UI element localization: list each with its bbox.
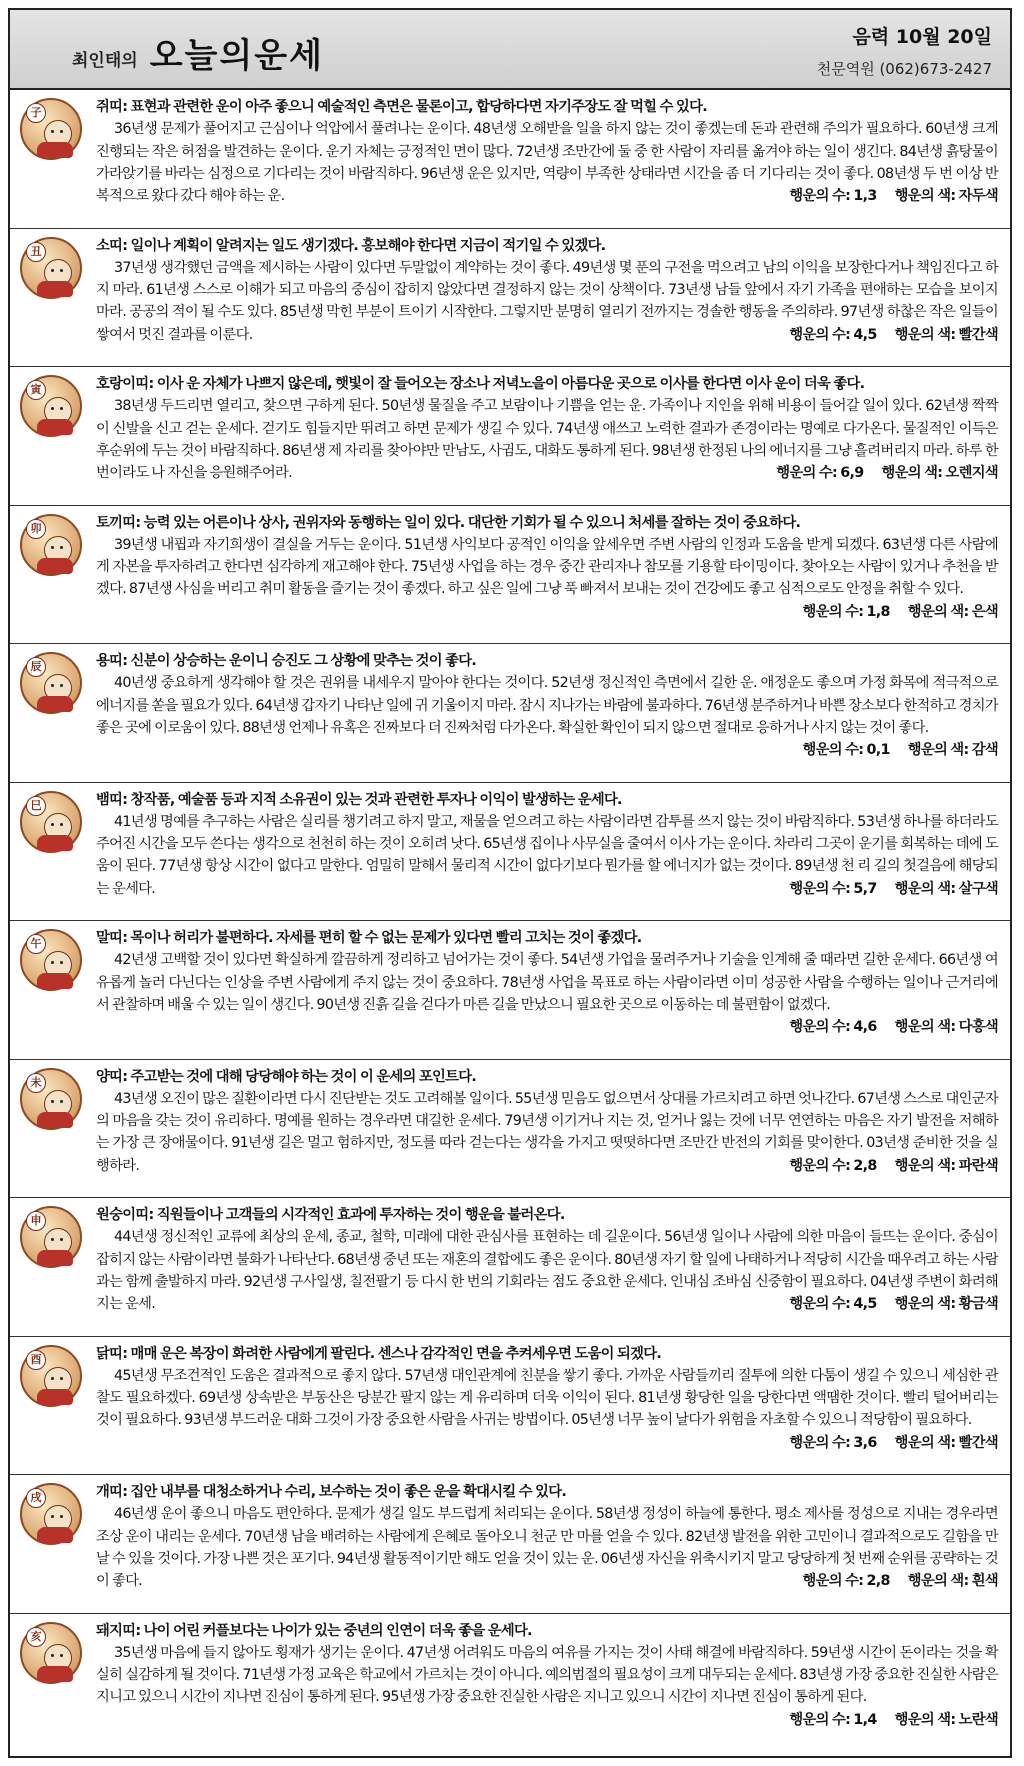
- fortune-text: 37년생 생각했던 금액을 제시하는 사람이 있다면 두말없이 계약하는 것이 좋다. 49년생 몇 푼의 구전을 먹으려고 남의 이익을 보장한다거나 책임진다고 하지 마라. 61년생 스스로 이해가 되고 마음의 중심이 잡히지 않았다면 결정하지 않는 것이 상책이다. 73년생 남들 앞에서 자기 가족을 편애하는 모습을 보이지 마라. 공공의 적이 될 수도 있다. 85년생 막힌 부분이 트이기 시작한다. 그렇지만 분명히 열리기 전까지는 경솔한 행동을 주의하라. 97년생 하찮은 작은 일들이 쌓여서 멋진 결과를 이룬다.: [96, 259, 998, 343]
- zodiac-animal-icon: [20, 1206, 82, 1268]
- lucky-number: 행운의 수: 1,3: [789, 188, 877, 205]
- zodiac-animal-icon: [20, 375, 82, 437]
- fortune-content: [96, 1066, 998, 1177]
- fortune-entry: [10, 1475, 1010, 1614]
- animal-body-icon: [37, 835, 73, 851]
- animal-body-icon: [37, 973, 73, 989]
- zodiac-character: 申: [26, 1211, 46, 1231]
- fortune-content: [96, 512, 998, 623]
- zodiac-character: 卯: [26, 519, 46, 539]
- lucky-info: [753, 1432, 998, 1454]
- lucky-number: 행운의 수: 0,1: [802, 742, 890, 759]
- fortune-text: 43년생 오진이 많은 질환이라면 다시 진단받는 것도 고려해볼 일이다. 55년생 믿음도 없으면서 상대를 가르치려고 하면 엇나간다. 67년생 스스로 대인군자의 마음을 갖는 것이 유리하다. 명예를 원하는 경우라면 대길한 운세다. 79년생 이기거나 지는 것, 얻거나 잃는 것에 너무 연연하는 마음은 자기 발전을 저해하는 가장 큰 장애물이다. 91년생 길은 멀고 험하지만, 정도를 따라 걷는다는 생각을 가지고 떳떳하다면 조만간 반전의 기회를 맞이한다. 03년생 준비한 것을 실행하라.: [96, 1090, 998, 1174]
- fortune-entry: [10, 783, 1010, 922]
- animal-body-icon: [37, 558, 73, 574]
- lucky-color: 행운의 색: 흰색: [907, 1573, 998, 1590]
- lucky-color: 행운의 색: 살구색: [894, 880, 998, 897]
- lucky-number: 행운의 수: 1,8: [802, 603, 890, 620]
- header: [10, 10, 1010, 90]
- fortune-text: 39년생 내핍과 자기희생이 결실을 거두는 운이다. 51년생 사익보다 공적인 이익을 앞세우면 주변 사람의 인정과 도움을 받게 되겠다. 63년생 다른 사람에게 자본을 투자하려고 한다면 심각하게 재고해야 한다. 75년생 사업을 하는 경우 중간 관리자나 참모를 기용할 타이밍이다. 찾아오는 사람이 있거나 추천을 받겠다. 87년생 사심을 버리고 취미 활동을 즐기는 것이 좋겠다. 하고 싶은 일에 그냥 푹 빠져서 보내는 것이 건강에도 좋고 심적으로도 안정을 취할 수 있다.: [96, 536, 998, 598]
- fortune-text: 35년생 마음에 들지 않아도 횡재가 생기는 운이다. 47년생 어려워도 마음의 여유를 가지는 것이 사태 해결에 바람직하다. 59년생 시간이 돈이라는 것을 확실히 실감하게 될 것이다. 71년생 가정 교육은 학교에서 가르치는 것이 아니다. 예의범절의 필요성이 크게 대두되는 운세다. 83년생 가장 중요한 진실한 사람은 지니고 있으니 시간이 지나면 진심이 통하게 된다. 95년생 가장 중요한 진실한 사람은 지니고 있으니 시간이 지나면 진심이 통하게 된다.: [96, 1644, 998, 1706]
- fortune-headline: 개띠: 집안 내부를 대청소하거나 수리, 보수하는 것이 좋은 운을 확대시킬 수 있다.: [96, 1484, 567, 1500]
- lucky-number: 행운의 수: 3,6: [789, 1434, 877, 1451]
- zodiac-character: 亥: [26, 1627, 46, 1647]
- fortune-body: [96, 949, 998, 1036]
- lucky-info: [740, 462, 998, 484]
- lucky-color: 행운의 색: 파란색: [894, 1157, 998, 1174]
- zodiac-character: 戌: [26, 1488, 46, 1508]
- fortune-content: [96, 789, 998, 900]
- fortune-content: [96, 927, 998, 1038]
- lucky-color: 행운의 색: 오렌지색: [881, 465, 998, 482]
- zodiac-animal-icon: [20, 98, 82, 160]
- fortune-content: [96, 1481, 998, 1592]
- lucky-info: [753, 185, 998, 207]
- fortune-text: 46년생 운이 좋으니 마음도 편안하다. 문제가 생길 일도 부드럽게 처리되는 운이다. 58년생 정성이 하늘에 통한다. 평소 제사를 정성으로 지내는 경우라면 조상 운이 내리는 운세다. 70년생 남을 배려하는 사람에게 은혜로 돌아오니 천군 만 마를 얻을 수 있다. 82년생 발전을 위한 고민이니 결과적으로도 길함을 만날 수 있을 것이다. 가장 나쁜 것은 포기다. 94년생 활동적이기만 해도 얻을 것이 있는 운. 06년생 자신을 위축시키지 말고 당당하게 첫 번째 순위를 공략하는 것이 좋다.: [96, 1506, 998, 1590]
- fortune-text: 41년생 명예를 추구하는 사람은 실리를 챙기려고 하지 말고, 재물을 얻으려고 하는 사람이라면 감투를 쓰지 않는 것이 바람직하다. 53년생 하나를 하더라도 주어진 시간을 모두 쓴다는 생각으로 천천히 하는 것이 오히려 낫다. 65년생 집이나 사무실을 줄여서 이사 가는 운이다. 차라리 그곳이 운기를 회복하는 데에 도움이 된다. 77년생 항상 시간이 없다고 말한다. 엄밀히 말해서 물리적 시간이 없다기보다 뭔가를 할 에너지가 없는 것이다. 89년생 천 리 길의 첫걸음에 해당되는 운세다.: [96, 813, 998, 897]
- fortune-text: 45년생 무조건적인 도움은 결과적으로 좋지 않다. 57년생 대인관계에 친분을 쌓기 좋다. 가까운 사람들끼리 질투에 의한 다툼이 생길 수 있으니 세심한 관찰도 필요하겠다. 69년생 상속받은 부동산은 당분간 팔지 않는 게 유리하며 더욱 이익이 된다. 81년생 황당한 일을 당한다면 액땜한 것이다. 빨리 털어버리는 것이 필요하다. 93년생 부드러운 대화 그것이 가장 중요한 사람을 사귀는 방법이다. 05년생 너무 높이 날다가 위험을 자초할 수 있으니 적당함이 필요하다.: [96, 1367, 998, 1429]
- lucky-color: 행운의 색: 은색: [907, 603, 998, 620]
- animal-body-icon: [37, 281, 73, 297]
- zodiac-animal-icon: [20, 652, 82, 714]
- fortune-body: [96, 1642, 998, 1728]
- fortune-entry: [10, 921, 1010, 1060]
- lunar-date: 음력 10월 20일: [852, 26, 992, 48]
- zodiac-character: 酉: [26, 1350, 46, 1370]
- zodiac-animal-icon: [20, 1483, 82, 1545]
- fortune-entry: [10, 367, 1010, 506]
- animal-body-icon: [37, 419, 73, 435]
- zodiac-character: 丑: [26, 242, 46, 262]
- animal-body-icon: [37, 1527, 73, 1543]
- fortune-body: [96, 1226, 998, 1315]
- lucky-color: 행운의 색: 빨간색: [894, 326, 998, 343]
- fortune-content: [96, 235, 998, 346]
- lucky-info: [767, 1570, 999, 1592]
- fortune-entry: [10, 90, 1010, 229]
- fortune-headline: 호랑이띠: 이사 운 자체가 나쁘지 않은데, 햇빛이 잘 들어오는 장소나 저녁노을이 아름다운 곳으로 이사를 한다면 이사 운이 더욱 좋다.: [96, 376, 865, 392]
- zodiac-character: 子: [26, 103, 46, 123]
- fortune-content: [96, 96, 998, 207]
- lucky-info: [767, 739, 999, 761]
- fortune-headline: 소띠: 일이나 계획이 알려지는 일도 생기겠다. 홍보해야 한다면 지금이 적기일 수 있겠다.: [96, 237, 606, 254]
- animal-body-icon: [37, 142, 73, 158]
- zodiac-animal-icon: [20, 1068, 82, 1130]
- contact-info: 천문역원 (062)673-2427: [816, 60, 992, 78]
- zodiac-character: 巳: [26, 796, 46, 816]
- fortune-headline: 용띠: 신분이 상승하는 운이니 승진도 그 상황에 맞추는 것이 좋다.: [96, 653, 477, 669]
- lucky-color: 행운의 색: 황금색: [894, 1296, 998, 1313]
- animal-body-icon: [37, 696, 73, 712]
- lucky-color: 행운의 색: 다홍색: [894, 1019, 998, 1036]
- fortune-entry: [10, 1614, 1010, 1753]
- fortune-body: [96, 1088, 998, 1177]
- fortune-headline: 말띠: 목이나 허리가 불편하다. 자세를 편히 할 수 없는 문제가 있다면 빨리 고치는 것이 좋겠다.: [96, 930, 642, 946]
- fortune-body: [96, 118, 998, 207]
- fortune-headline: 닭띠: 매매 운은 복장이 화려한 사람에게 팔린다. 센스나 감각적인 면을 추켜세우면 도움이 되겠다.: [96, 1345, 662, 1362]
- zodiac-character: 辰: [26, 657, 46, 677]
- fortune-content: [96, 650, 998, 761]
- lucky-number: 행운의 수: 4,5: [789, 1296, 877, 1313]
- lucky-info: [753, 1293, 998, 1315]
- lucky-number: 행운의 수: 6,9: [776, 465, 864, 482]
- animal-body-icon: [37, 1666, 73, 1682]
- fortune-headline: 양띠: 주고받는 것에 대해 당당해야 하는 것이 이 운세의 포인트다.: [96, 1068, 477, 1085]
- zodiac-animal-icon: [20, 514, 82, 576]
- fortune-list: [10, 90, 1010, 1752]
- zodiac-animal-icon: [20, 1345, 82, 1407]
- lucky-info: [753, 1709, 998, 1731]
- lucky-color: 행운의 색: 노란색: [894, 1711, 998, 1728]
- fortune-headline: 쥐띠: 표현과 관련한 운이 아주 좋으니 예술적인 측면은 물론이고, 합당하다면 자기주장도 잘 먹힐 수 있다.: [96, 99, 708, 115]
- lucky-info: [753, 1155, 998, 1177]
- animal-body-icon: [37, 1250, 73, 1266]
- fortune-entry: [10, 229, 1010, 368]
- zodiac-animal-icon: [20, 1622, 82, 1684]
- author-name: 최인태의: [72, 51, 138, 71]
- lucky-info: [753, 878, 998, 900]
- fortune-headline: 돼지띠: 나이 어린 커플보다는 나이가 있는 중년의 인연이 더욱 좋을 운세다.: [96, 1622, 532, 1639]
- fortune-content: [96, 1204, 998, 1315]
- lucky-info: [767, 601, 999, 623]
- fortune-body: [96, 534, 998, 620]
- fortune-text: 40년생 중요하게 생각해야 할 것은 권위를 내세우지 말아야 한다는 것이다. 52년생 정신적인 측면에서 길한 운. 애정운도 좋으며 가정 화목에 적극적으로 에너지를 쏟을 필요가 있다. 64년생 갑자기 나타난 일에 귀 기울이지 마라. 잠시 지나가는 바람에 불과하다. 76년생 분주하거나 바쁜 장소보다 한적하고 경치가 좋은 곳에 이로움이 있다. 88년생 언제나 유혹은 진짜보다 더 진짜처럼 다가온다. 확실한 확인이 되지 않으면 절대로 응하거나 사지 않는 것이 좋다.: [96, 675, 998, 736]
- fortune-content: [96, 1620, 998, 1731]
- fortune-text: 36년생 문제가 풀어지고 근심이나 억압에서 풀려나는 운이다. 48년생 오해받을 일을 하지 않는 것이 좋겠는데 돈과 관련해 주의가 필요하다. 60년생 크게 진행되는 작은 허점을 발견하는 운이다. 운기 자체는 긍정적인 면이 많다. 72년생 조만간에 둘 중 한 사람이 자리를 옮겨야 하는 일이 생긴다. 84년생 흙탕물이 가라앉기를 바라는 심정으로 기다리는 것이 바람직하다. 96년생 운은 있지만, 역량이 부족한 상태라면 시간을 좀 더 기다리는 것이 좋다. 08년생 두 번 이상 반복적으로 왔다 갔다 해야 하는 운.: [96, 121, 998, 205]
- zodiac-animal-icon: [20, 929, 82, 991]
- zodiac-animal-icon: [20, 791, 82, 853]
- lucky-number: 행운의 수: 2,8: [802, 1573, 890, 1590]
- fortune-entry: [10, 1198, 1010, 1337]
- fortune-content: [96, 373, 998, 484]
- zodiac-animal-icon: [20, 237, 82, 299]
- fortune-text: 44년생 정신적인 교류에 최상의 운세, 종교, 철학, 미래에 대한 관심사를 표현하는 데 길운이다. 56년생 일이나 사람에 의한 마음이 들뜨는 운이다. 중심이 잡히지 않는 사람이라면 불화가 나타난다. 68년생 중년 또는 재혼의 결합에도 좋은 운이다. 80년생 자기 할 일에 나태하거나 적당히 시간을 때우려고 하는 사람과는 함께 출발하지 마라. 92년생 구사일생, 칠전팔기 등 다시 한 번의 기회라는 점도 중요한 운세다. 인내심 조바심 신중함이 필요하다. 04년생 주변이 화려해지는 운세.: [96, 1229, 998, 1313]
- zodiac-character: 寅: [26, 380, 46, 400]
- animal-body-icon: [37, 1112, 73, 1128]
- fortune-body: [96, 672, 998, 759]
- lucky-number: 행운의 수: 5,7: [789, 880, 877, 897]
- lucky-number: 행운의 수: 4,5: [789, 326, 877, 343]
- lucky-color: 행운의 색: 빨간색: [894, 1434, 998, 1451]
- animal-body-icon: [37, 1389, 73, 1405]
- lucky-color: 행운의 색: 자두색: [894, 188, 998, 205]
- fortune-body: [96, 257, 998, 346]
- fortune-entry: [10, 1337, 1010, 1476]
- fortune-body: [96, 811, 998, 900]
- lucky-number: 행운의 수: 2,8: [789, 1157, 877, 1174]
- fortune-entry: [10, 644, 1010, 783]
- zodiac-character: 午: [26, 934, 46, 954]
- fortune-entry: [10, 1060, 1010, 1199]
- lucky-info: [753, 1016, 998, 1038]
- lucky-info: [753, 324, 998, 346]
- fortune-body: [96, 1503, 998, 1592]
- fortune-headline: 토끼띠: 능력 있는 어른이나 상사, 권위자와 동행하는 일이 있다. 대단한 기회가 될 수 있으니 처세를 잘하는 것이 중요하다.: [96, 514, 801, 531]
- lucky-color: 행운의 색: 감색: [907, 742, 998, 759]
- fortune-body: [96, 395, 998, 484]
- lucky-number: 행운의 수: 1,4: [789, 1711, 877, 1728]
- fortune-content: [96, 1343, 998, 1454]
- fortune-text: 38년생 두드리면 열리고, 찾으면 구하게 된다. 50년생 물질을 주고 보람이나 기쁨을 얻는 운. 가족이나 지인을 위해 비용이 들어갈 일이 있다. 62년생 짝짝이 신발을 신고 걷는 운세다. 걷기도 힘들지만 뛰려고 하면 문제가 생길 수 있다. 74년생 애쓰고 노력한 결과가 존경이라는 명예로 다가온다. 물질적인 이득은 후순위에 두는 것이 바람직하다. 86년생 제 자리를 찾아야만 만남도, 사귐도, 대화도 통하게 된다. 98년생 한정된 나의 에너지를 그냥 흘려버리지 마라. 하루 한 번이라도 나 자신을 응원해주어라.: [96, 398, 998, 482]
- fortune-body: [96, 1365, 998, 1451]
- fortune-headline: 원숭이띠: 직원들이나 고객들의 시각적인 효과에 투자하는 것이 행운을 불러온다.: [96, 1207, 565, 1223]
- fortune-text: 42년생 고백할 것이 있다면 확실하게 깔끔하게 정리하고 넘어가는 것이 좋다. 54년생 가업을 물려주거나 기술을 인계해 줄 때라면 길한 운세다. 66년생 여유롭게 놀러 다닌다는 인상을 주변 사람에게 주지 않는 것이 중요하다. 78년생 사업을 목표로 하는 사람이라면 이미 성공한 사람을 수행하는 일이나 근거리에서 관찰하며 배울 수 있는 일이 생긴다. 90년생 진흙 길을 걷다가 마른 길을 만났으니 필요한 곳으로 이동하는 데 불편함이 없겠다.: [96, 952, 998, 1013]
- title-text: 오늘의운세: [149, 36, 324, 76]
- fortune-column: [8, 8, 1012, 1758]
- fortune-entry: [10, 506, 1010, 645]
- fortune-headline: 뱀띠: 창작품, 예술품 등과 지적 소유권이 있는 것과 관련한 투자나 이익이 발생하는 운세다.: [96, 791, 622, 808]
- column-title: [72, 28, 324, 77]
- lucky-number: 행운의 수: 4,6: [789, 1019, 877, 1036]
- zodiac-character: 未: [26, 1073, 46, 1093]
